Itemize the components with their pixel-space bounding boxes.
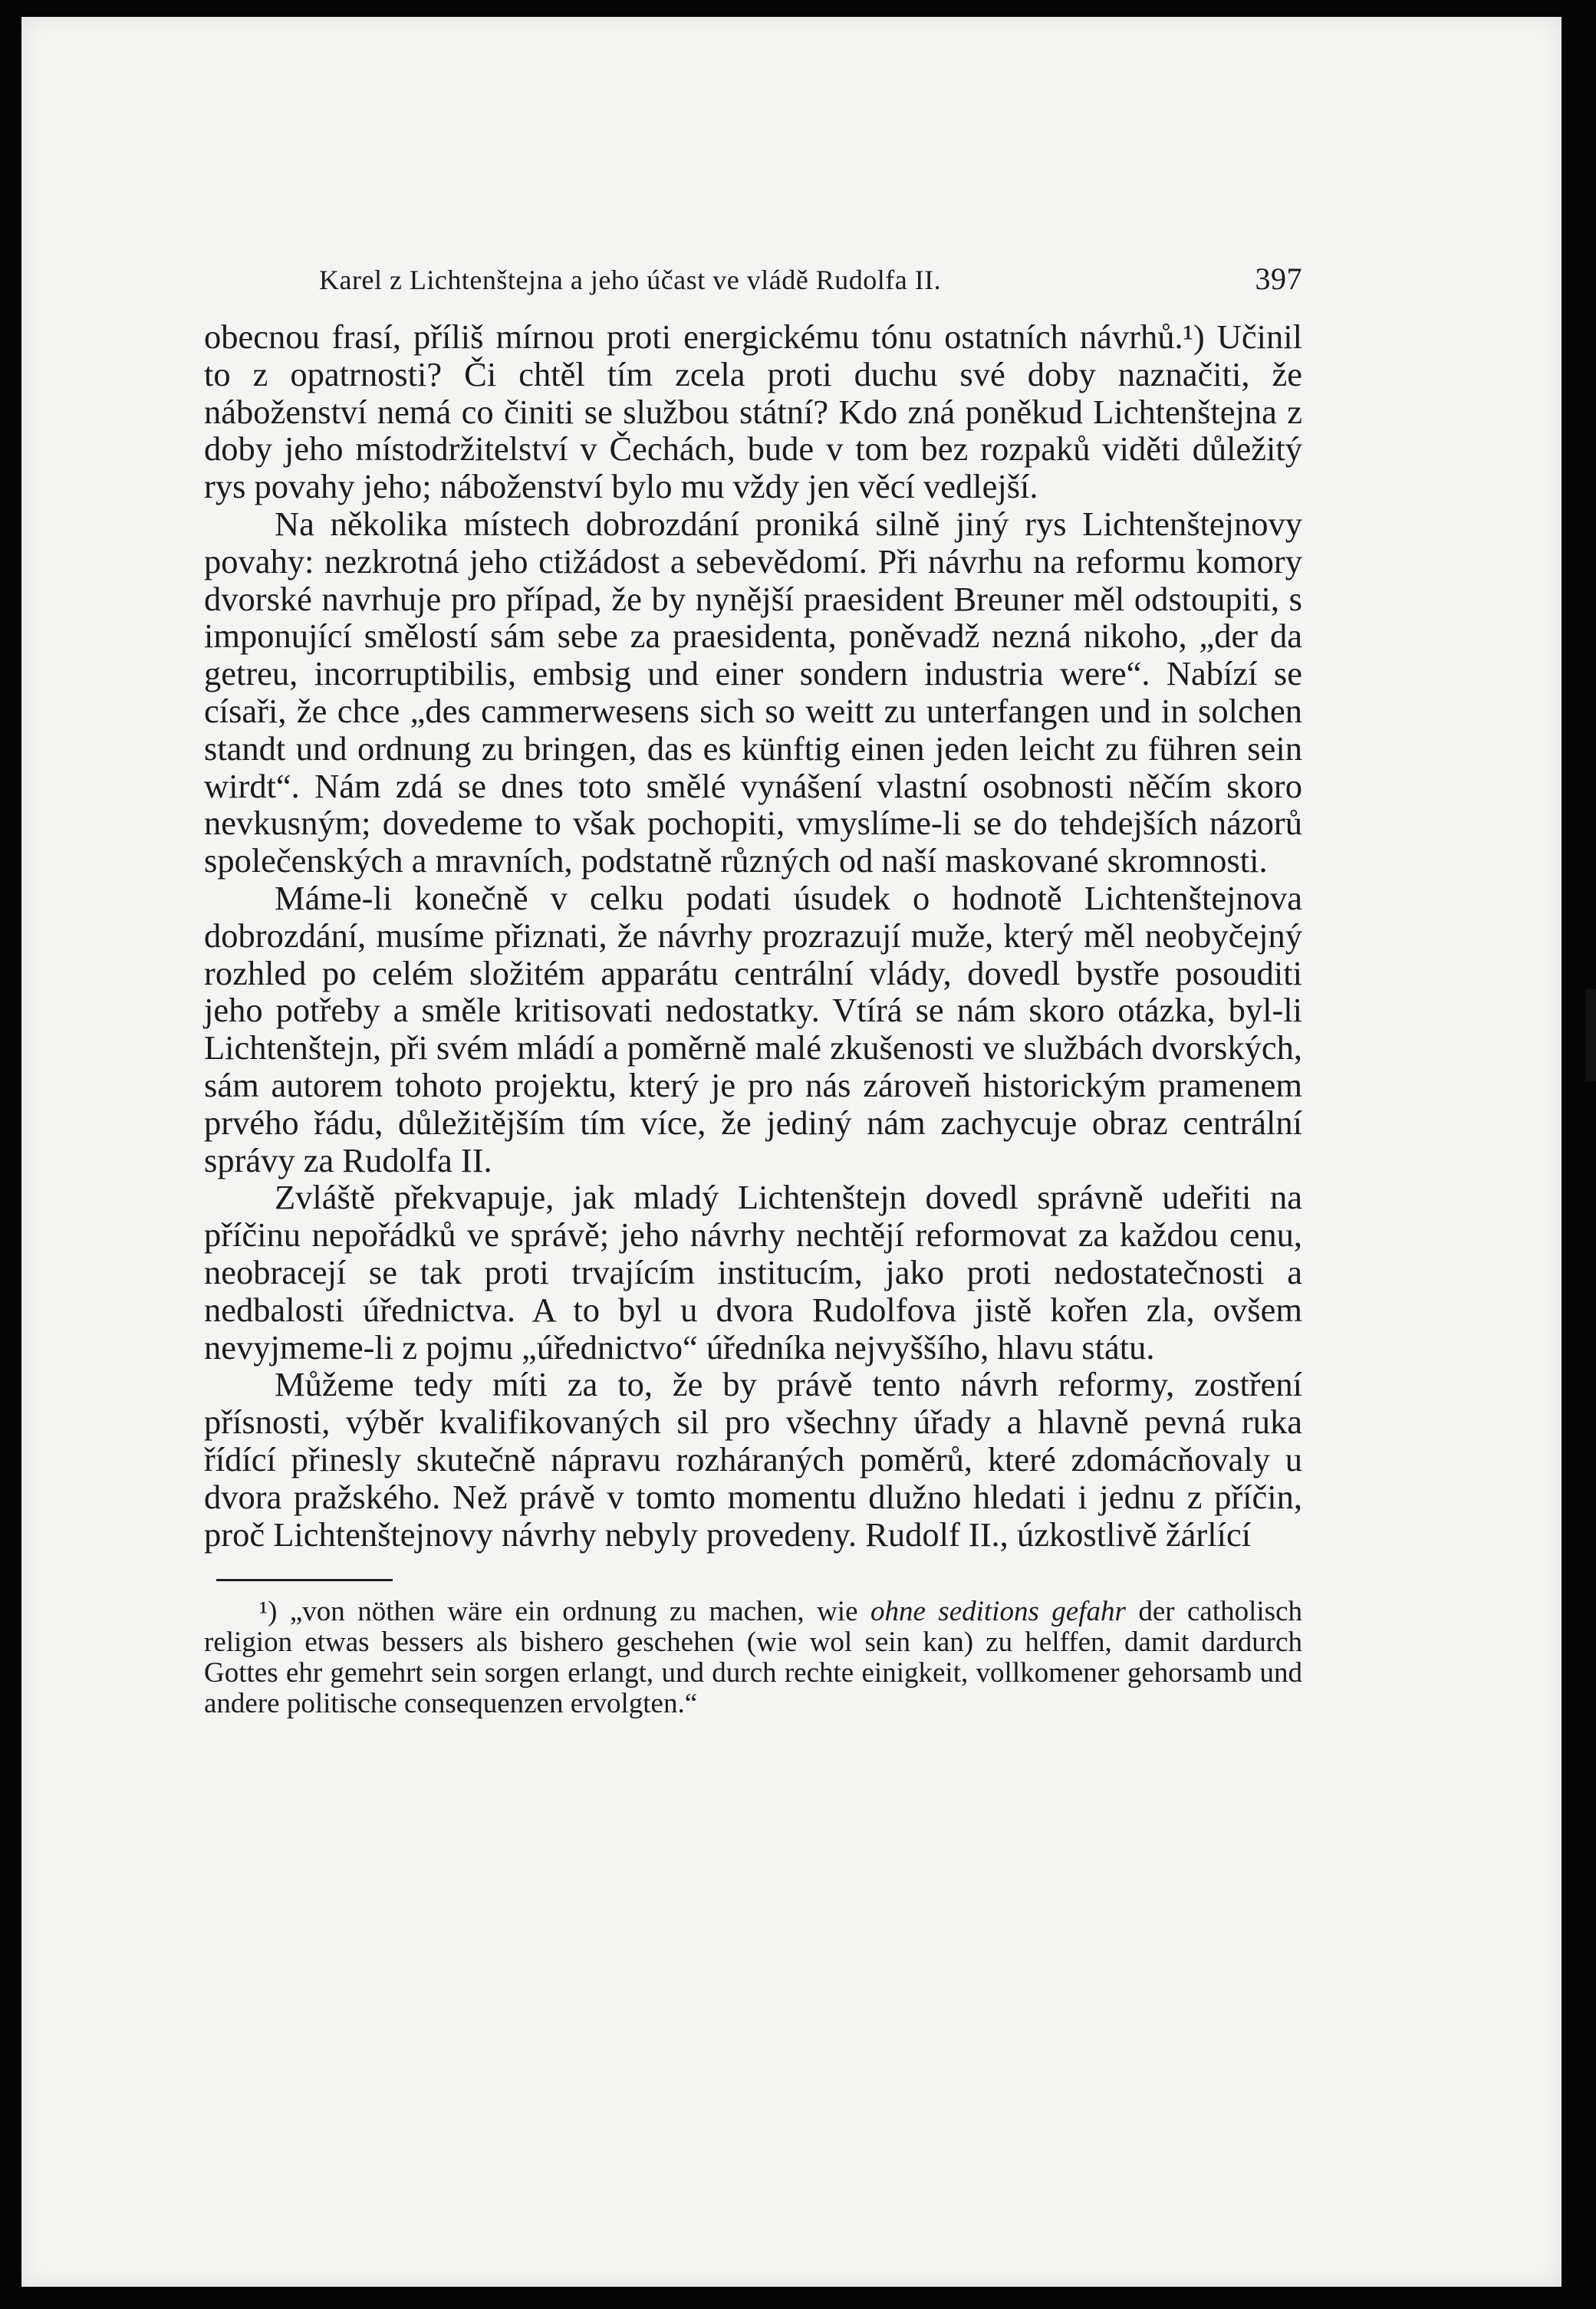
page-content: [204, 262, 1302, 1719]
book-page: [21, 17, 1561, 2287]
body-text: [204, 318, 1302, 1553]
paragraph-2: Na několika místech dobrozdání proniká silně jiný rys Lichtenštejnovy povahy: nezkrotná jeho ctižádost a sebevědomí. Při návrhu na reformu komory dvorské navrhuje pro případ, že by nynější praesident Breuner měl odstoupiti, s imponující smělostí sám sebe za praesidenta, poněvadž nezná nikoho, „der da getreu, incorruptibilis, embsig und einer sondern industria were“. Nabízí se císaři, že chce „des cammerwesens sich so weitt zu unterfangen und in solchen standt und ordnung zu bringen, das es künftig einen jeden leicht zu führen sein wirdt“. Nám zdá se dnes toto smělé vynášení vlastní osobnosti něčím skoro nevkusným; dovedeme to však pochopiti, vmyslíme-li se do tehdejších názorů společenských a mravních, podstatně různých od naší maskované skromnosti.: [204, 504, 1302, 880]
footnote-1: [204, 1597, 1302, 1719]
paragraph-4: Zvláště překvapuje, jak mladý Lichtenštejn dovedl správně udeřiti na příčinu nepořádků ve správě; jeho návrhy nechtějí reformovat za každou cenu, neobracejí se tak proti trvajícím institucím, jako proti nedostatečnosti a nedbalosti úřednictva. A to byl u dvora Rudolfova jistě kořen zla, ovšem nevyjmeme-li z pojmu „úřednictvo“ úředníka nejvyššího, hlavu státu.: [204, 1178, 1302, 1367]
paragraph-3: Máme-li konečně v celku podati úsudek o hodnotě Lichtenštejnova dobrozdání, musíme přiznati, že návrhy prozrazují muže, který měl neobyčejný rozhled po celém složitém apparátu centrální vlády, dovedl bystře posouditi jeho potřeby a směle kritisovati nedostatky. Vtírá se nám skoro otázka, byl-li Lichtenštejn, při svém mládí a poměrně malé zkušenosti ve službách dvorských, sám autorem tohoto projektu, který je pro nás zároveň historickým pramenem prvého řádu, důležitějším tím více, že jediný nám zachycuje obraz centrální správy za Rudolfa II.: [204, 878, 1302, 1179]
footnote-text-part-1: „von nöthen wäre ein ordnung zu machen, wie: [277, 1596, 870, 1628]
footnote-text-part-2: der catholisch religion etwas bessers als bishero geschehen (wie wol sein kan) zu helffen, damit dardurch Gottes ehr gemehrt sein sorgen erlangt, und durch rechte einigkeit, vollkomener gehorsamb und andere politische consequenzen ervolgten.“: [204, 1596, 1302, 1720]
paragraph-5: Můžeme tedy míti za to, že by právě tento návrh reformy, zostření přísnosti, výběr kvalifikovaných sil pro všechny úřady a hlavně pevná ruka řídící přinesly skutečně nápravu rozháraných poměrů, které zdomácňovaly u dvora pražského. Než právě v tomto momentu dlužno hledati i jednu z příčin, proč Lichtenštejnovy návrhy nebyly provedeny. Rudolf II., úzkostlivě žárlící: [204, 1365, 1302, 1554]
scan-edge-mark: [1585, 989, 1596, 1081]
paragraph-1: obecnou frasí, příliš mírnou proti energickému tónu ostatních návrhů.¹) Učinil to z opatrnosti? Či chtěl tím zcela proti duchu své doby naznačiti, že náboženství nemá co činiti se službou státní? Kdo zná poněkud Lichtenštejna z doby jeho místodržitelství v Čechách, bude v tom bez rozpaků viděti důležitý rys povahy jeho; náboženství bylo mu vždy jen věcí vedlejší.: [204, 317, 1302, 506]
page-number: 397: [1255, 261, 1302, 296]
footnote-italic-text: ohne seditions gefahr: [870, 1596, 1126, 1628]
footnotes: [204, 1597, 1302, 1719]
running-header: [319, 262, 1302, 297]
footnote-marker: ¹): [259, 1596, 278, 1628]
header-title: Karel z Lichtenštejna a jeho účast ve vládě Rudolfa II.: [319, 265, 942, 295]
footnote-divider: [216, 1579, 393, 1581]
